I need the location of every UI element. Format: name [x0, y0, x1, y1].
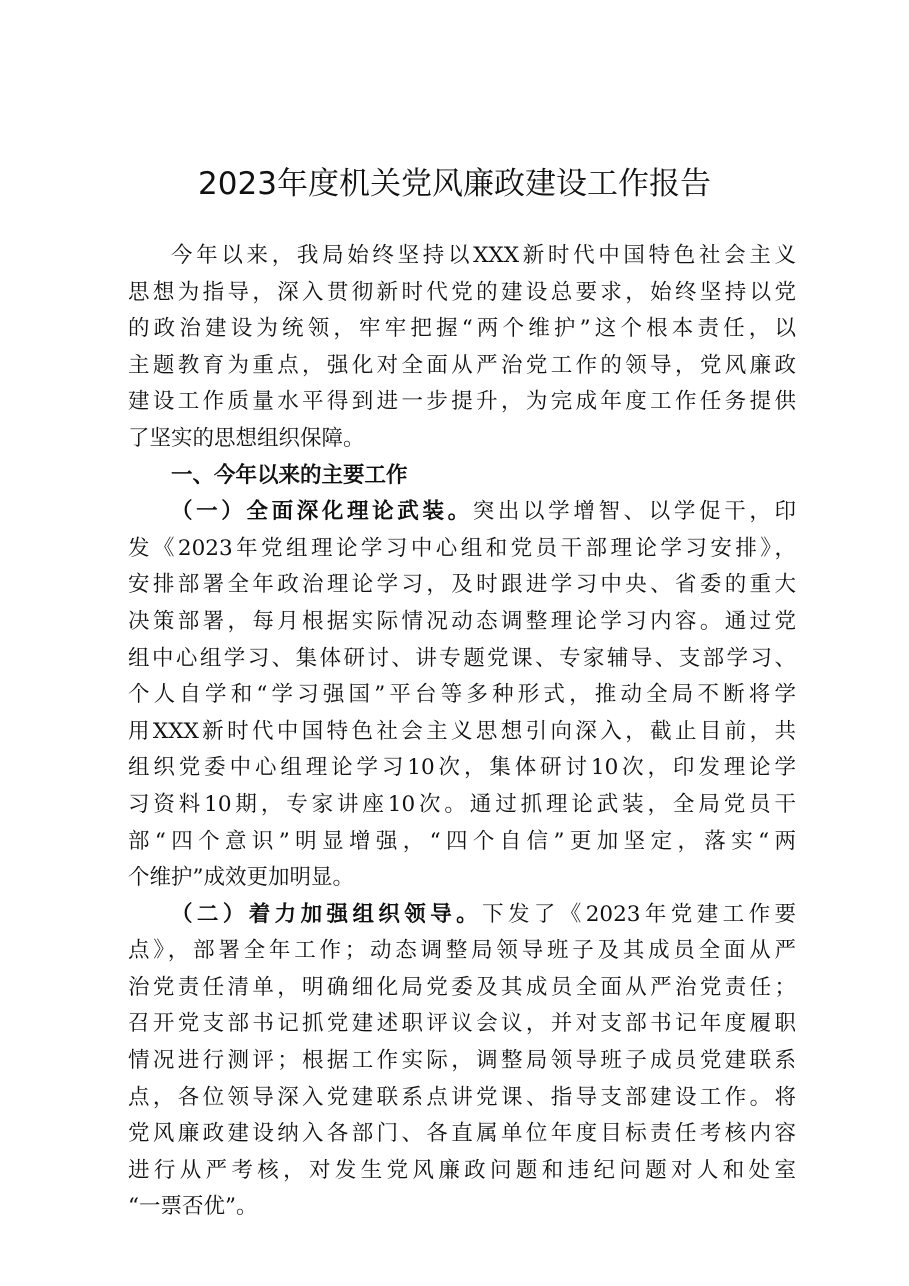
part2-line: “一票否优”。: [128, 1194, 258, 1220]
part2-line: 党风廉政建设纳入各部门、各直属单位年度目标责任考核内容: [128, 1121, 796, 1147]
part1-line: 个人自学和“学习强国”平台等多种形式，推动全局不断将学: [128, 682, 796, 708]
part1-line: 组织党委中心组理论学习10次，集体研讨10次，印发理论学: [128, 755, 796, 781]
part1-line: 决策部署，每月根据实际情况动态调整理论学习内容。通过党: [128, 608, 796, 634]
intro-line: 今年以来，我局始终坚持以XXX新时代中国特色社会主义: [171, 243, 796, 268]
part1-line: 安排部署全年政治理论学习，及时跟进学习中央、省委的重大: [128, 572, 796, 598]
part1-line: 习资料10期，专家讲座10次。通过抓理论武装，全局党员干: [128, 791, 796, 817]
part1-line: 用XXX新时代中国特色社会主义思想引向深入，截止目前，共: [128, 718, 796, 744]
part2-first-rest: 下发了《2023年党建工作要: [482, 901, 796, 927]
part2-line: 召开党支部书记抓党建述职评议会议，并对支部书记年度履职: [128, 1011, 796, 1037]
intro-line: 主题教育为重点，强化对全面从严治党工作的领导，党风廉政: [128, 352, 796, 378]
intro-line: 的政治建设为统领，牢牢把握“两个维护”这个根本责任，以: [128, 316, 796, 342]
part1-first-line: [128, 494, 796, 531]
part2-line: 点》，部署全年工作；动态调整局领导班子及其成员全面从严: [128, 938, 796, 964]
intro-paragraph: [128, 238, 796, 458]
part2-first-line: [128, 897, 796, 934]
part2-paragraph: [128, 897, 796, 1226]
intro-line: 建设工作质量水平得到进一步提升，为完成年度工作任务提供: [128, 389, 796, 415]
part2-line: 点，各位领导深入党建联系点讲党课、指导支部建设工作。将: [128, 1084, 796, 1110]
intro-line: 了坚实的思想组织保障。: [128, 425, 365, 451]
part1-line: 组中心组学习、集体研讨、讲专题党课、专家辅导、支部学习、: [128, 645, 796, 671]
part1-line: 发《2023年党组理论学习中心组和党员干部理论学习安排》，: [128, 535, 796, 561]
intro-line: 思想为指导，深入贯彻新时代党的建设总要求，始终坚持以党: [128, 279, 796, 305]
part1-paragraph: [128, 494, 796, 897]
part1-line: 个维护”成效更加明显。: [128, 865, 354, 891]
part1-first-rest: 突出以学增智、以学促干，印: [472, 499, 796, 525]
part2-line: 进行从严考核，对发生党风廉政问题和违纪问题对人和处室: [128, 1157, 796, 1183]
part1-lead: （一）全面深化理论武装。: [171, 499, 473, 525]
document-title: 2023年度机关党风廉政建设工作报告: [198, 166, 711, 202]
part2-line: 治党责任清单，明确细化局党委及其成员全面从严治党责任；: [128, 974, 796, 1000]
document-body: [128, 238, 796, 1226]
part1-line: 部“四个意识”明显增强，“四个自信”更加坚定，落实“两: [128, 828, 796, 854]
section-heading: 一、今年以来的主要工作: [171, 462, 408, 488]
part2-line: 情况进行测评；根据工作实际，调整局领导班子成员党建联系: [128, 1048, 796, 1074]
part2-lead: （二）着力加强组织领导。: [171, 901, 483, 927]
